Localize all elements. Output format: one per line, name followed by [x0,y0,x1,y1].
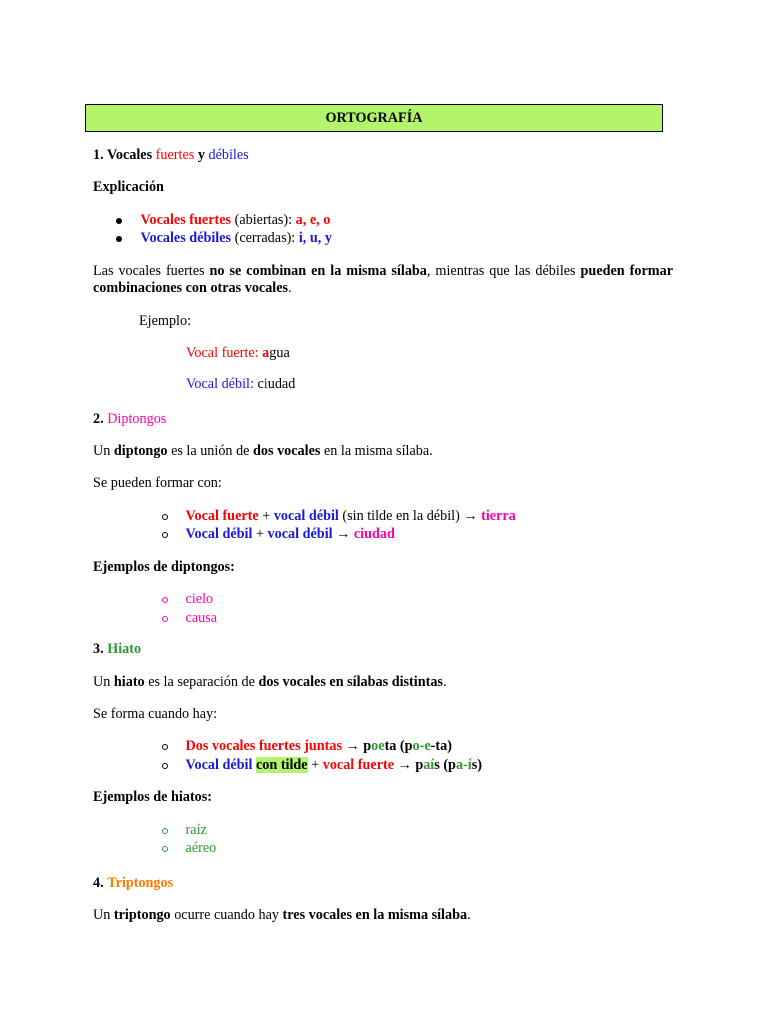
text-run: , mientras que las débiles [426,263,581,279]
text-run: vocal débil [273,508,339,524]
text-run: . [442,674,447,690]
bullet-icon [116,236,122,242]
text-run: p [404,738,413,754]
page-title: ORTOGRAFÍA [85,104,663,132]
example-label: Vocal fuerte: [186,345,263,361]
circle-bullet-icon [162,597,168,603]
text-run: pueden formar combinaciones con otras vocales [93,263,673,296]
section-3-heading [93,641,141,658]
text-run: a-í [455,757,472,773]
section-number: 3. [93,641,104,657]
text-run: Dos vocales fuertes juntas [185,738,342,754]
example-weak [186,376,295,393]
text-run: → [341,738,364,754]
heading-fuertes: fuertes [155,147,195,163]
example-word: raíz [185,822,207,838]
circle-bullet-icon [162,744,168,750]
text-run: tres vocales en la misma sílaba [282,907,468,923]
heading-text: Vocales [106,147,153,163]
text-run: . [467,907,471,923]
list-item [162,508,516,525]
text-run: o-e [412,738,431,754]
list-item [162,526,395,543]
example-word: cielo [185,591,214,607]
text-run: Un [93,674,114,690]
list-item [162,591,213,608]
heading-text: Triptongos [107,875,174,891]
example-label: Vocal débil: [186,376,258,392]
text-run: triptongo [113,907,171,923]
example-word: gua [269,345,290,361]
text-run: no se combinan en la misma sílaba [209,263,427,279]
example-strong [186,345,290,362]
list-item [162,840,216,857]
text-run: → [332,526,354,542]
paragraph [93,263,673,297]
section-4-heading [93,875,173,892]
heading-text: Diptongos [107,411,167,427]
list-item [162,822,207,839]
text-run: Vocal débil [185,757,253,773]
heading-text: Hiato [107,641,142,657]
list-item [116,230,332,247]
forma-label: Se forma cuando hay: [93,706,218,722]
text-run: ocurre cuando hay [170,907,283,923]
text-run: oe [371,738,385,754]
text-run: dos vocales [253,443,321,459]
text-run: hiato [113,674,145,690]
diptongo-definition [93,443,433,460]
list-item [162,610,217,627]
list-item [116,212,330,229]
circle-bullet-icon [162,828,168,834]
circle-bullet-icon [162,532,168,538]
text-run: p [415,757,424,773]
text-run: es la unión de [167,443,254,459]
forman-label: Se pueden formar con: [93,475,222,491]
text-run: aí [423,757,435,773]
text-run: -ta) [430,738,452,754]
circle-bullet-icon [162,514,168,520]
weak-vowels-label: Vocales débiles [140,230,232,246]
text-run: en la misma sílaba. [320,443,433,459]
text-run: p [363,738,372,754]
section-number: 2. [93,411,104,427]
strong-vowels-list: a, e, o [295,212,331,228]
text-run: diptongo [113,443,168,459]
hiatos-examples-heading: Ejemplos de hiatos: [93,789,213,805]
bullet-text: (abiertas): [231,212,296,228]
text-run: vocal fuerte [322,757,395,773]
section-number: 4. [93,875,104,891]
highlight-con-tilde: con tilde [255,757,308,773]
text-run: tierra [481,508,516,524]
example-word: udad [267,376,296,392]
text-run: es la separación de [144,674,259,690]
text-run: . [288,280,292,296]
text-run: + [307,757,323,773]
text-run: s) [471,757,482,773]
text-run: Vocal fuerte [185,508,259,524]
example-word: c [257,376,264,392]
heading-y: y [197,147,205,163]
text-run: Vocal débil [185,526,253,542]
highlight-letter: a [262,345,270,361]
section-2-heading [93,411,166,428]
text-run: (sin tilde en la débil) → [338,508,482,524]
heading-debiles: débiles [208,147,249,163]
circle-bullet-icon [162,846,168,852]
hiato-definition [93,674,447,691]
highlight-letter: i [263,376,268,392]
circle-bullet-icon [162,763,168,769]
explicacion-heading: Explicación [93,179,164,195]
bullet-icon [116,218,122,224]
text-run: Las vocales fuertes [93,263,210,279]
text-run: p [448,757,456,773]
text-run: vocal débil [267,526,333,542]
ejemplo-label: Ejemplo: [139,313,192,329]
text-run: Un [93,443,114,459]
circle-bullet-icon [162,616,168,622]
list-item [162,757,482,774]
example-word: causa [185,610,218,626]
text-run: Un [93,907,114,923]
text-run: → [394,757,416,773]
triptongo-definition [93,907,471,924]
text-run: ciudad [353,526,395,542]
section-1-heading [93,147,249,164]
text-run: + [252,526,268,542]
text-run: s ( [434,757,449,773]
weak-vowels-list: i, u, y [298,230,332,246]
text-run: ta ( [384,738,405,754]
diptongos-examples-heading: Ejemplos de diptongos: [93,559,235,575]
section-number: 1. [93,147,104,163]
text-run: dos vocales en sílabas distintas [258,674,443,690]
strong-vowels-label: Vocales fuertes [140,212,232,228]
example-word: aéreo [185,840,217,856]
bullet-text: (cerradas): [231,230,299,246]
list-item [162,738,452,755]
text-run: + [258,508,274,524]
